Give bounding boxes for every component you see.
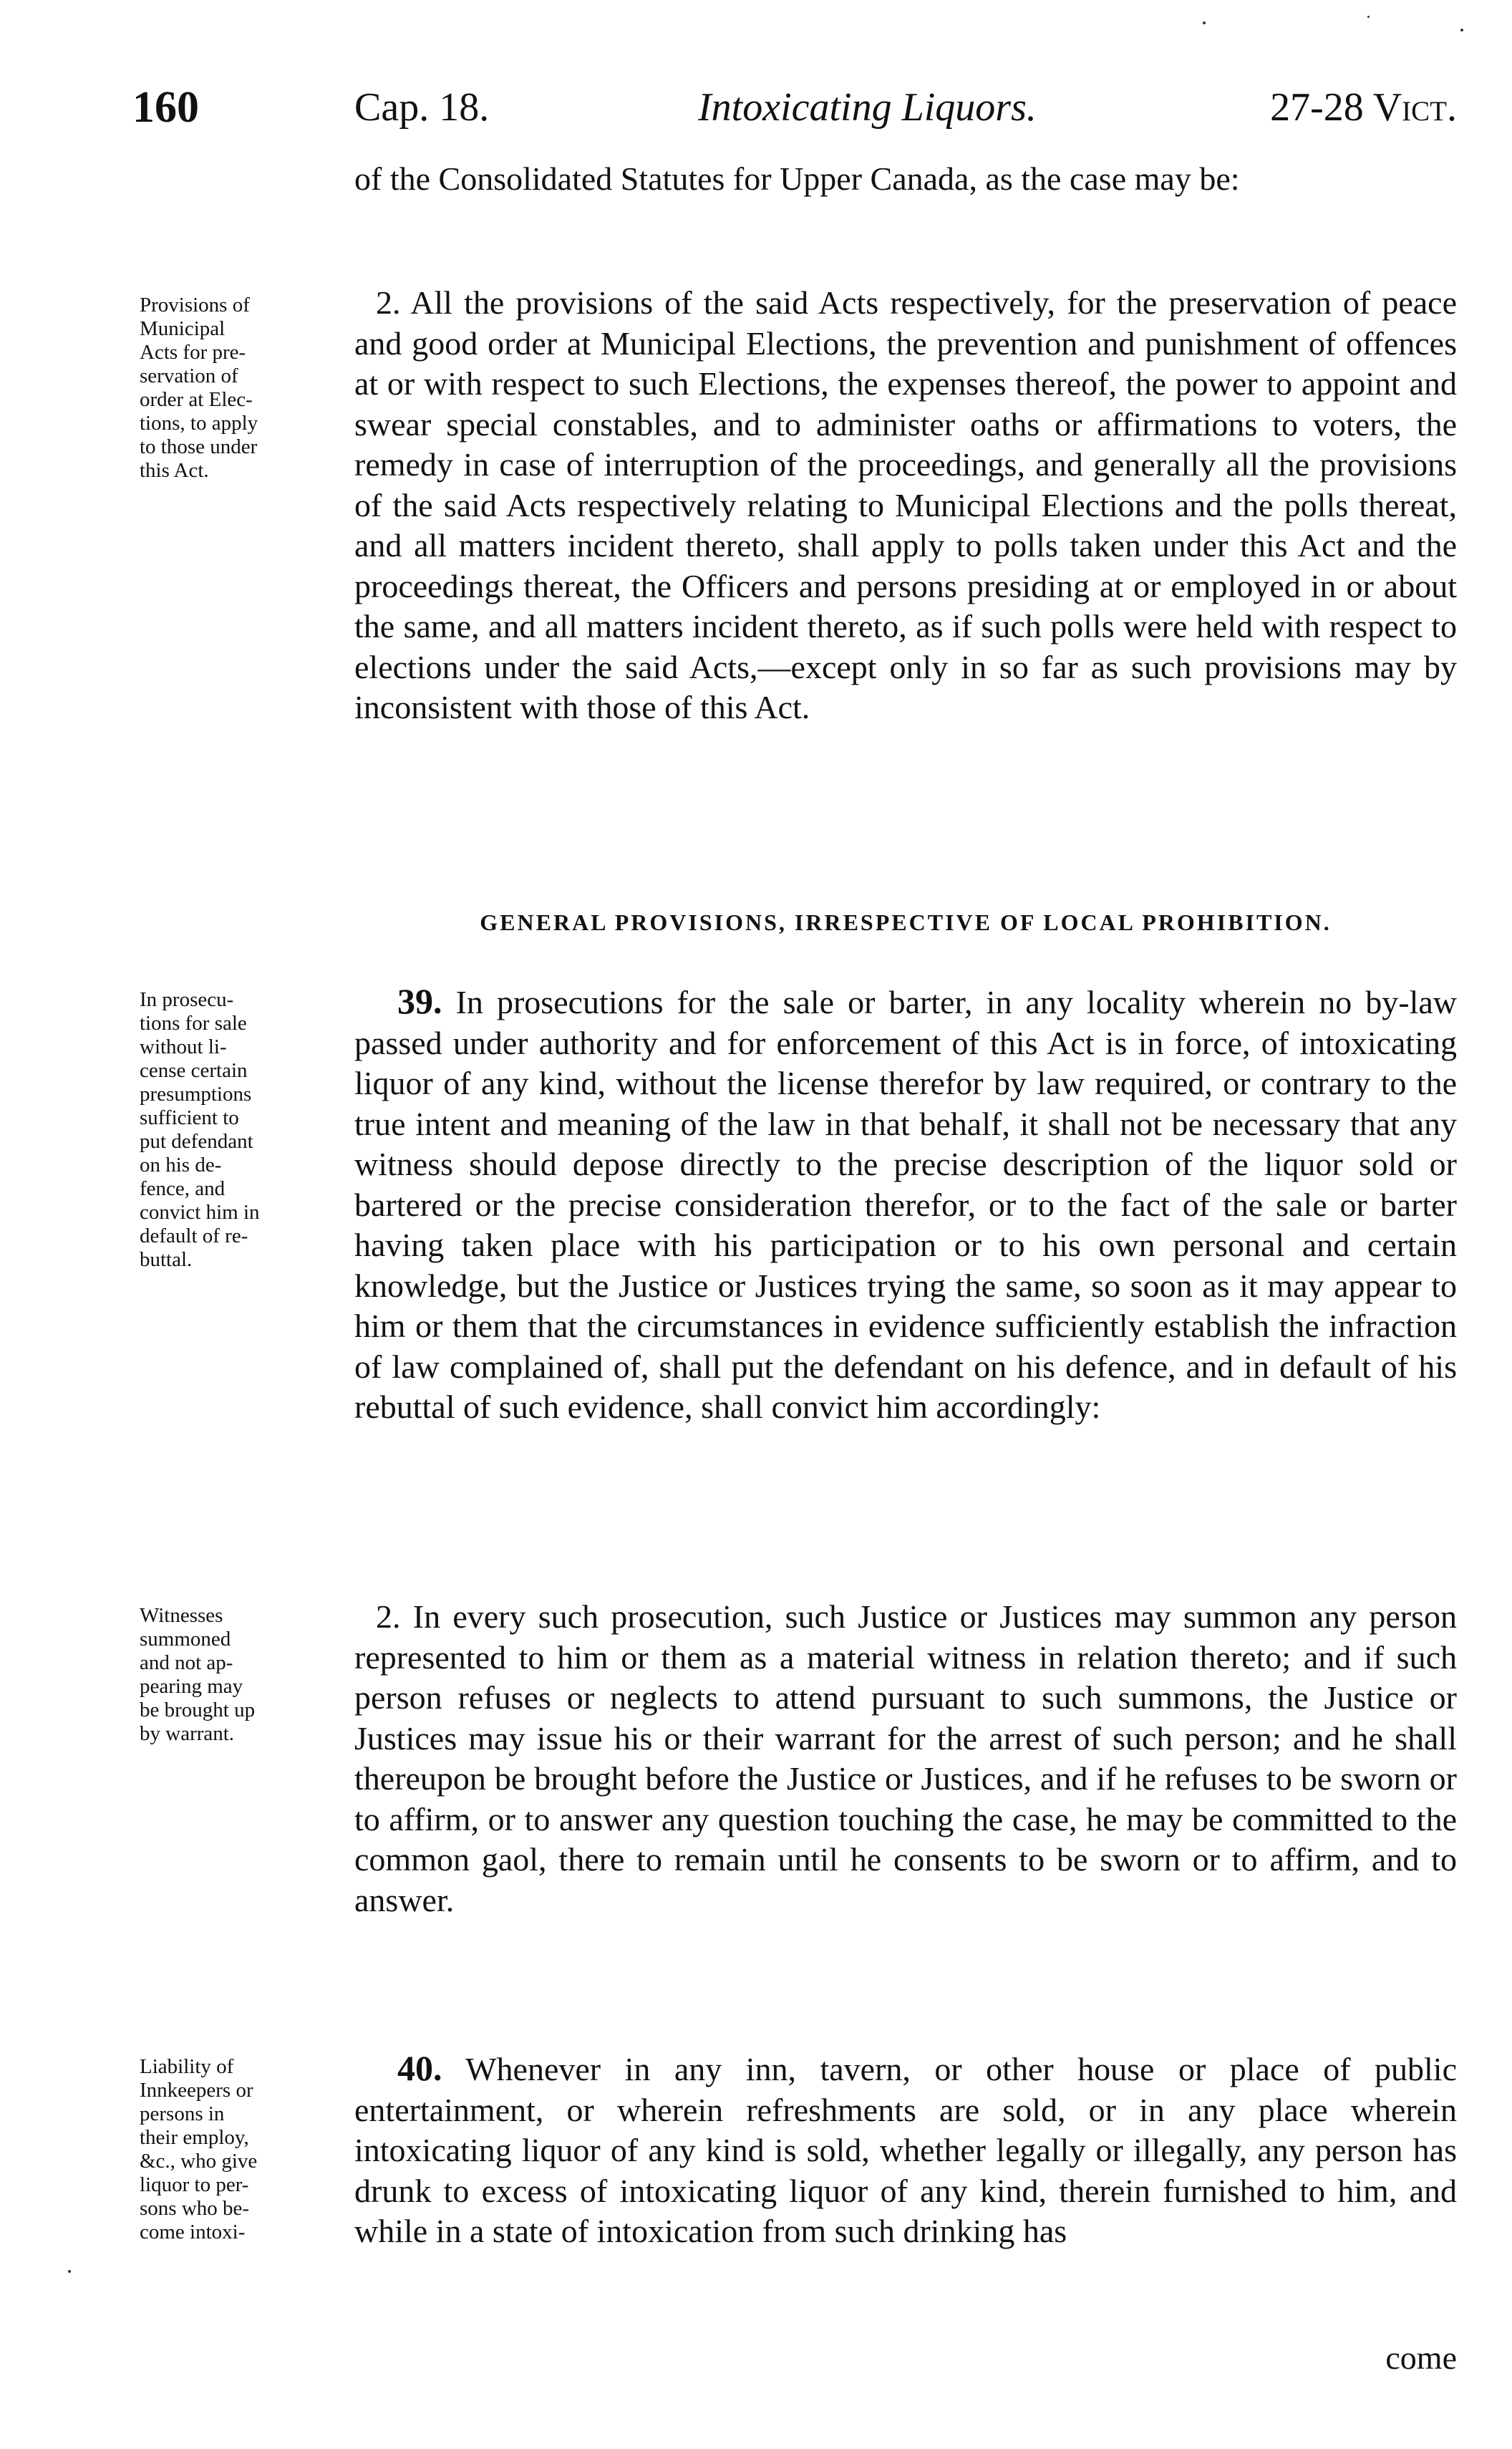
subsection-2-number: 2.: [376, 284, 401, 321]
opening-paragraph: [354, 159, 1457, 200]
section-40-number: 40.: [397, 2048, 442, 2088]
margin-note-witnesses: Witnesses summoned and not ap- pearing may be brought up by warrant.: [140, 1604, 256, 1745]
section-39-subsection-2-text: In every such prosecution, such Justice or Justices may summon any person represented to him or them as a material witness in relation thereto; and if such person refuses or neglects to attend pursuant to such summons, the Justice or Justices may issue his or their warrant for the arrest of such person; and he shall thereupon be brought before the Justice or Justices, and if he refuses to be sworn or to affirm, or to answer any question touching the case, he may be committed to the common gaol, there to remain until he consents to be sworn or to affirm, and to answer.: [354, 1598, 1457, 1918]
running-head: [132, 79, 1457, 136]
opening-text: of the Consolidated Statutes for Upper Canada, as the case may be:: [354, 160, 1240, 197]
section-39-subsection-2-paragraph: [354, 1597, 1457, 1921]
margin-note-provisions: Provisions of Municipal Acts for pre- servation of order at Elec- tions, to apply to those under this Act.: [140, 294, 258, 482]
print-speck: [1367, 16, 1370, 18]
subsection-2-paragraph: [354, 283, 1457, 728]
print-speck: [1203, 21, 1206, 24]
section-39-number: 39.: [397, 981, 442, 1021]
page-number: 160: [132, 83, 199, 132]
part-heading: GENERAL PROVISIONS, IRRESPECTIVE OF LOCAL PROHIBITION.: [480, 909, 1332, 935]
section-40-paragraph: [354, 2048, 1457, 2252]
regnal-year: 27-28 Vict.: [1270, 85, 1457, 130]
section-39-subsection-2-number: 2.: [376, 1598, 401, 1635]
section-39-text: In prosecutions for the sale or barter, in any locality wherein no by-law passed under authority and for enforcement of this Act is in force, of intoxicating liquor of any kind, without the license therefor by law required, or contrary to the true intent and meaning of the law in that behalf, it shall not be necessary that any witness should depose directly to the precise description of the liquor sold or bartered or the precise consideration therefor, or to the fact of the sale or barter having taken place with his participation or to his own personal and certain knowledge, but the Justice or Justices trying the same, so soon as it may appear to him or them that the circumstances in evidence sufficiently establish the infraction of law complained of, shall put the defendant on his defence, and in default of his rebuttal of such evidence, shall convict him accordingly:: [354, 984, 1458, 1425]
subsection-2-text: All the provisions of the said Acts respectively, for the preservation of peace and good order at Municipal Elections, the prevention and punishment of offences at or with respect to such Elections, the expenses thereof, the power to appoint and swear special constables, and to administer oaths or affirmations to voters, the remedy in case of interruption of the proceedings, and generally all the provisions of the said Acts respectively relating to Municipal Elections and the polls thereat, and all matters incident thereto, shall apply to polls taken under this Act and the proceedings thereat, the Officers and persons presiding at or employed in or about the same, and all matters incident thereto, as if such polls were held with respect to elections under the said Acts,—except only in so far as such provisions may by inconsistent with those of this Act.: [354, 284, 1457, 725]
print-speck: [68, 2270, 71, 2273]
catchword: come: [1385, 2339, 1457, 2376]
section-40-text: Whenever in any inn, tavern, or other house or place of public entertainment, or wherein refreshments are sold, or in any place wherein intoxicating liquor of any kind is sold, whether legally or illegally, any person has drunk to excess of intoxicating liquor of any kind, therein furnished to him, and while in a state of intoxication from such drinking has: [354, 2051, 1457, 2249]
margin-note-liability: Liability of Innkeepers or persons in their employ, &c., who give liquor to per- sons who be- come intoxi-: [140, 2055, 258, 2243]
margin-note-prosecutions: In prosecu- tions for sale without li- cense certain presumptions sufficient to put defendant on his de- fence, and convict him in default of re- buttal.: [140, 988, 260, 1271]
chapter-label: Cap. 18.: [354, 85, 490, 130]
running-title: Intoxicating Liquors.: [698, 85, 1037, 130]
section-39-paragraph: [354, 981, 1457, 1428]
print-speck: [1460, 29, 1463, 32]
